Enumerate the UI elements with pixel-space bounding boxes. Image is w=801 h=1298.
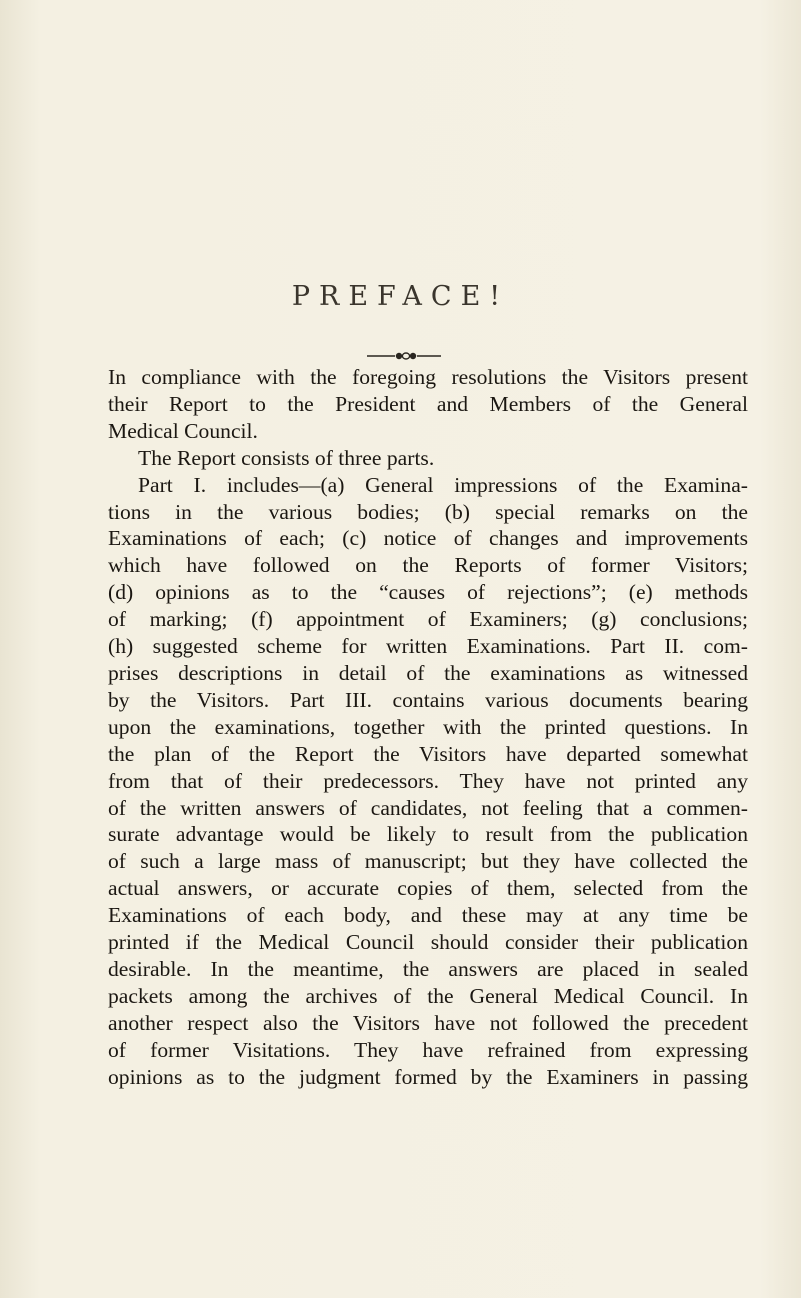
text-line: another respect also the Visitors have not followed the precedent [108, 1010, 748, 1035]
text-line: In compliance with the foregoing resolutions the Visitors present [108, 365, 748, 389]
paragraph-intro [108, 364, 748, 445]
text-line: printed if the Medical Council should consider their publication [108, 930, 748, 955]
text-line: Examinations of each body, and these may at any time be [108, 903, 748, 928]
text-line: of the written answers of candidates, not feeling that a commen- [108, 795, 748, 820]
text-line: prises descriptions in detail of the examinations as witnessed [108, 660, 748, 685]
text-line: Examinations of each; (c) notice of changes and improvements [108, 526, 748, 551]
page-title: PREFACE! [291, 281, 510, 312]
text-line: packets among the archives of the General Medical Council. In [108, 983, 748, 1008]
text-line: of marking; (f) appointment of Examiners; (g) conclusions; [108, 607, 748, 632]
text-line: upon the examinations, together with the printed questions. In [108, 714, 748, 739]
ornamental-rule [367, 351, 441, 361]
text-line: The Report consists of three parts. [138, 445, 435, 470]
text-line: tions in the various bodies; (b) special remarks on the [108, 499, 748, 524]
text-line: their Report to the President and Members of the General [108, 391, 748, 416]
text-line: opinions as to the judgment formed by the Examiners in passing [108, 1064, 748, 1089]
text-line: (h) suggested scheme for written Examinations. Part II. com- [108, 634, 748, 659]
text-line: from that of their predecessors. They have not printed any [108, 768, 748, 793]
text-line: surate advantage would be likely to result from the publication [108, 822, 748, 847]
text-line: by the Visitors. Part III. contains various documents bearing [108, 687, 748, 712]
text-line: of former Visitations. They have refrained from expressing [108, 1037, 748, 1062]
text-line: Medical Council. [108, 418, 258, 443]
text-line: actual answers, or accurate copies of them, selected from the [108, 876, 748, 901]
text-line: desirable. In the meantime, the answers are placed in sealed [108, 956, 748, 981]
text-line: (d) opinions as to the “causes of rejections”; (e) methods [108, 580, 748, 605]
preface-body [108, 364, 748, 1090]
text-line: which have followed on the Reports of former Visitors; [108, 553, 748, 578]
text-line: of such a large mass of manuscript; but they have collected the [108, 849, 748, 874]
text-line: the plan of the Report the Visitors have departed somewhat [108, 741, 748, 766]
text-line: Part I. includes—(a) General impressions of the Examina- [138, 472, 748, 497]
paragraph-part-one [108, 472, 748, 1091]
paragraph-parts [108, 445, 748, 472]
